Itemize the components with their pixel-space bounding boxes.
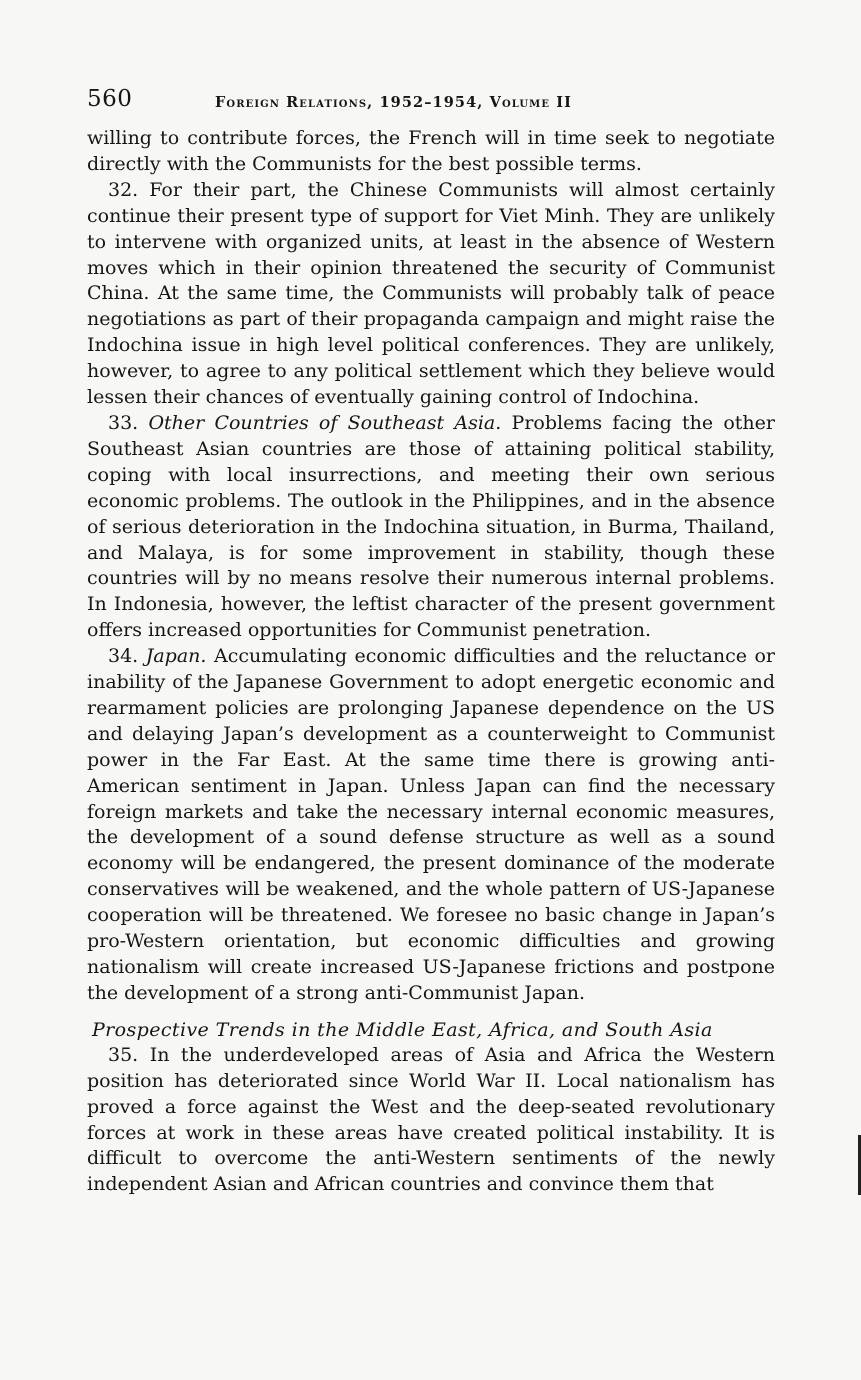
paragraph-35: 35. In the underdeveloped areas of Asia and Africa the Western position has deteriorated since World War II. Local nationalism has proved a force against the West and the deep-seated revolutionary forces at work in these areas have created political instability. It is difficult to overcome the anti-Western sentiments of the newly independent Asian and African countries and convince them that — [87, 1043, 775, 1196]
document-page — [87, 86, 775, 1198]
body-text — [87, 126, 775, 1198]
paragraph-34-title: Japan. — [145, 645, 207, 668]
paragraph-34-number: 34. — [108, 645, 139, 668]
running-title: Foreign Relations, 1952–1954, Volume II — [215, 94, 572, 111]
paragraph-33-title: Other Countries of Southeast Asia. — [148, 411, 502, 434]
running-head — [87, 86, 775, 126]
paragraph-34 — [87, 644, 775, 1007]
paragraph-32: 32. For their part, the Chinese Communists will almost certainly continue their present type of support for Viet Minh. They are unlikely to intervene with organized units, at least in the absence of Western moves which in their opinion threatened the security of Communist China. At the same time, the Communists will probably talk of peace negotiations as part of their propaganda campaign and might raise the Indochina issue in high level political conferences. They are unlikely, however, to agree to any political settlement which they believe would lessen their chances of eventually gaining control of Indochina. — [87, 178, 775, 409]
section-heading: Prospective Trends in the Middle East, Africa, and South Asia — [92, 1018, 713, 1041]
paragraph-33 — [87, 411, 775, 644]
paragraph-34-text: Accumulating economic difficulties and the reluctance or inability of the Japanese Government to adopt energetic economic and rearmament policies are prolonging Japanese dependence on the US and delaying Japan’s development as a counterweight to Communist power in the Far East. At the same time there is growing anti-American sentiment in Japan. Unless Japan can find the necessary foreign markets and take the necessary internal economic measures, the development of a sound defense structure as well as a sound economy will be endangered, the present dominance of the moderate conservatives will be weakened, and the whole pattern of US-Japanese cooperation will be threatened. We foresee no basic change in Japan’s pro-Western orientation, but economic difficulties and growing nationalism will create increased US-Japanese frictions and postpone the development of a strong anti-Communist Japan. — [87, 645, 775, 1004]
paragraph-33-text: Problems facing the other Southeast Asian countries are those of attaining political stability, coping with local insurrections, and meeting their own serious economic problems. The outlook in the Philippines, and in the absence of serious deterioration in the Indochina situation, in Burma, Thailand, and Malaya, is for some improvement in stability, though these countries will by no means resolve their numerous internal problems. In Indonesia, however, the leftist character of the present government offers increased opportunities for Communist penetration. — [87, 411, 775, 642]
page-number: 560 — [87, 86, 133, 112]
paragraph-31-continued: willing to contribute forces, the French will in time seek to negotiate directly with the Communists for the best possible terms. — [87, 127, 775, 175]
paragraph-33-number: 33. — [108, 411, 139, 434]
